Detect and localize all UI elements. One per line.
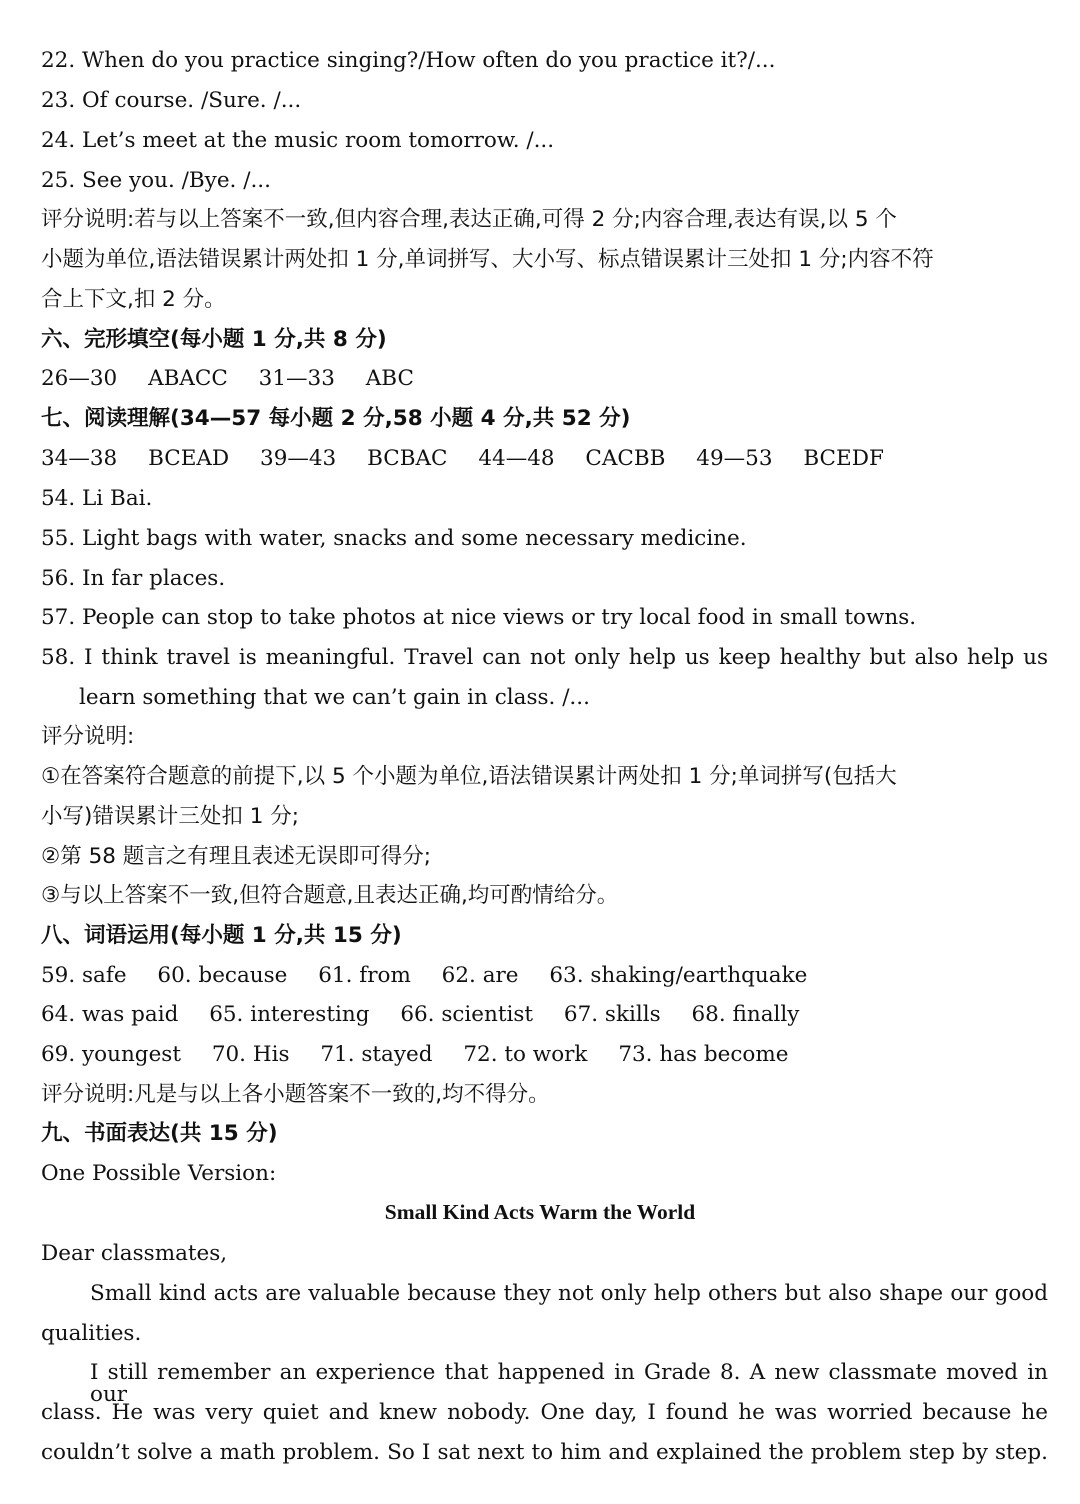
answer-letters: BCEDF: [803, 446, 884, 471]
word-answer: 66. scientist: [400, 1002, 534, 1027]
essay-title: Small Kind Acts Warm the World: [384, 1200, 696, 1224]
scoring-note-7-item3: ③与以上答案不一致,但符合题意,且表达正确,均可酌情给分。: [41, 883, 619, 908]
scoring-note-7-item1-line1: ①在答案符合题意的前提下,以 5 个小题为单位,语法错误累计两处扣 1 分;单词拼写(包括大: [41, 764, 897, 789]
essay-paragraph2-line1: I still remember an experience that happened in Grade 8. A new classmate moved in our: [90, 1360, 1048, 1407]
answer-letters: ABC: [365, 366, 414, 391]
word-answer: 70. His: [211, 1042, 290, 1067]
answer-56: 56. In far places.: [41, 566, 226, 591]
scoring-note-7-item1-line2: 小写)错误累计三处扣 1 分;: [41, 804, 299, 829]
word-answer: 61. from: [318, 963, 411, 988]
word-answer: 73. has become: [618, 1042, 789, 1067]
word-answer: 71. stayed: [320, 1042, 433, 1067]
section-7-answers: [41, 448, 1048, 470]
scoring-note-5-line2: 小题为单位,语法错误累计两处扣 1 分,单词拼写、大小写、标点错误累计三处扣 1 分;内容不符: [41, 247, 934, 272]
scoring-note-5-line3: 合上下文,扣 2 分。: [41, 287, 226, 312]
answer-range: 31—33: [258, 366, 335, 391]
answer-58-line1: 58. I think travel is meaningful. Travel can not only help us keep healthy but also help us: [41, 645, 1048, 670]
possible-version-label: One Possible Version:: [41, 1161, 277, 1186]
section-6-answers: [41, 368, 1048, 390]
answer-letters: BCEAD: [148, 446, 230, 471]
essay-salutation: Dear classmates,: [41, 1241, 228, 1266]
word-answer: 64. was paid: [41, 1002, 179, 1027]
word-answer: 60. because: [157, 963, 288, 988]
answer-letters: ABACC: [148, 366, 228, 391]
answer-54: 54. Li Bai.: [41, 486, 153, 511]
section-7-heading: 七、阅读理解(34—57 每小题 2 分,58 小题 4 分,共 52 分): [41, 406, 631, 431]
section-6-heading: 六、完形填空(每小题 1 分,共 8 分): [41, 327, 387, 352]
scoring-note-7-heading: 评分说明:: [41, 724, 135, 749]
essay-paragraph2-line3: couldn’t solve a math problem. So I sat next to him and explained the problem step by step.: [41, 1440, 1048, 1465]
section-8-answers-row1: [41, 965, 1048, 987]
answer-24: 24. Let’s meet at the music room tomorrow. /...: [41, 128, 555, 153]
answer-57: 57. People can stop to take photos at nice views or try local food in small towns.: [41, 605, 917, 630]
word-answer: 63. shaking/earthquake: [549, 963, 808, 988]
word-answer: 68. finally: [691, 1002, 800, 1027]
section-8-answers-row3: [41, 1044, 1048, 1066]
answer-23: 23. Of course. /Sure. /...: [41, 88, 302, 113]
essay-paragraph2-line2: class. He was very quiet and knew nobody. One day, I found he was worried because he: [41, 1400, 1048, 1425]
word-answer: 59. safe: [41, 963, 127, 988]
section-9-heading: 九、书面表达(共 15 分): [41, 1121, 278, 1146]
answer-range: 39—43: [260, 446, 337, 471]
scoring-note-7-item2: ②第 58 题言之有理且表述无误即可得分;: [41, 844, 432, 869]
essay-paragraph1-line1: Small kind acts are valuable because they not only help others but also shape our good: [90, 1281, 1048, 1306]
answer-55: 55. Light bags with water, snacks and some necessary medicine.: [41, 526, 747, 551]
essay-paragraph1-line2: qualities.: [41, 1321, 142, 1346]
scoring-note-5-line1: 评分说明:若与以上答案不一致,但内容合理,表达正确,可得 2 分;内容合理,表达有误,以 5 个: [41, 207, 897, 232]
word-answer: 72. to work: [463, 1042, 588, 1067]
word-answer: 67. skills: [563, 1002, 661, 1027]
section-8-heading: 八、词语运用(每小题 1 分,共 15 分): [41, 923, 402, 948]
answer-25: 25. See you. /Bye. /...: [41, 168, 271, 193]
answer-range: 44—48: [478, 446, 555, 471]
scoring-note-8: 评分说明:凡是与以上各小题答案不一致的,均不得分。: [41, 1082, 550, 1107]
answer-range: 26—30: [41, 366, 118, 391]
answer-range: 34—38: [41, 446, 118, 471]
answer-letters: BCBAC: [367, 446, 448, 471]
answer-range: 49—53: [696, 446, 773, 471]
word-answer: 62. are: [441, 963, 519, 988]
section-8-answers-row2: [41, 1004, 1048, 1026]
answer-letters: CACBB: [585, 446, 666, 471]
answer-58-line2: learn something that we can’t gain in class. /...: [79, 685, 590, 710]
answer-22: 22. When do you practice singing?/How often do you practice it?/...: [41, 48, 776, 73]
word-answer: 69. youngest: [41, 1042, 181, 1067]
word-answer: 65. interesting: [209, 1002, 370, 1027]
